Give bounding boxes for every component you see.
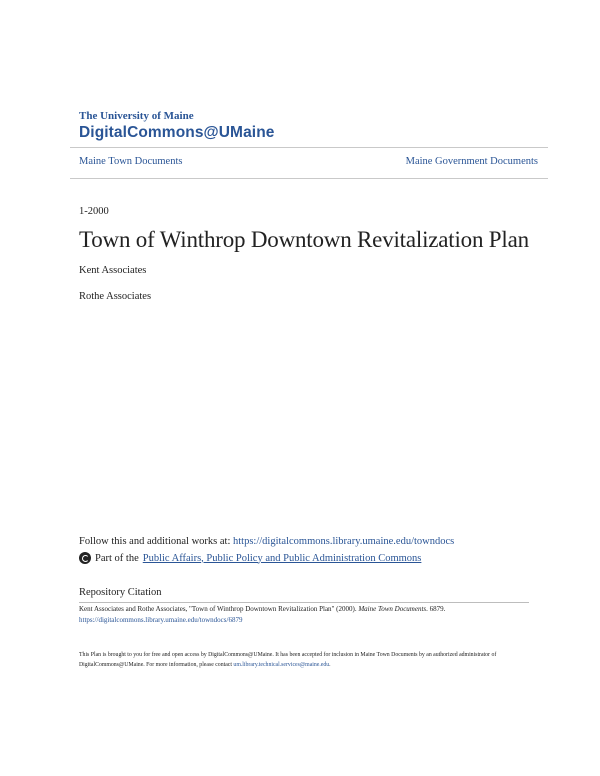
author-1: Kent Associates [79, 265, 147, 276]
header-divider-bottom [70, 178, 548, 179]
publication-date: 1-2000 [79, 206, 109, 217]
part-of-prefix: Part of the [95, 552, 139, 564]
follow-prefix: Follow this and additional works at: [79, 536, 233, 547]
notice-end: . [329, 662, 331, 668]
part-of-line [79, 552, 421, 564]
repository-citation-heading: Repository Citation [79, 587, 162, 598]
collection-link-town-documents[interactable]: Maine Town Documents [79, 156, 183, 167]
author-2: Rothe Associates [79, 291, 152, 302]
citation-journal: Maine Town Documents [358, 605, 427, 613]
repository-header [79, 110, 274, 142]
header-divider-top [70, 147, 548, 148]
university-name: The University of Maine [79, 110, 194, 122]
citation-divider [79, 602, 529, 603]
citation-main: Kent Associates and Rothe Associates, "Town of Winthrop Downtown Revitalization Plan" (2000). [79, 605, 359, 613]
notice-text: This Plan is brought to you for free and open access by DigitalCommons@UMaine. It has been accepted for inclusion in Maine Town Documents by an authorized administrator of DigitalCommons@UMaine. For more information, please contact [79, 652, 497, 668]
creative-commons-icon [79, 552, 91, 564]
towndocs-link[interactable]: https://digitalcommons.library.umaine.edu/towndocs [233, 536, 455, 547]
access-notice [79, 650, 529, 670]
citation-number: . 6879. [426, 605, 446, 613]
collection-link-government-documents[interactable]: Maine Government Documents [405, 156, 538, 167]
citation-text [79, 604, 529, 626]
repository-name[interactable]: DigitalCommons@UMaine [79, 124, 275, 141]
contact-email-link[interactable]: um.library.technical.services@maine.edu [233, 662, 330, 668]
document-title: Town of Winthrop Downtown Revitalization Plan [79, 227, 529, 252]
citation-url[interactable]: https://digitalcommons.library.umaine.edu/towndocs/6879 [79, 616, 243, 624]
collections-bar [79, 156, 538, 167]
commons-link[interactable]: Public Affairs, Public Policy and Public Administration Commons [142, 552, 422, 564]
follow-line [79, 536, 454, 547]
